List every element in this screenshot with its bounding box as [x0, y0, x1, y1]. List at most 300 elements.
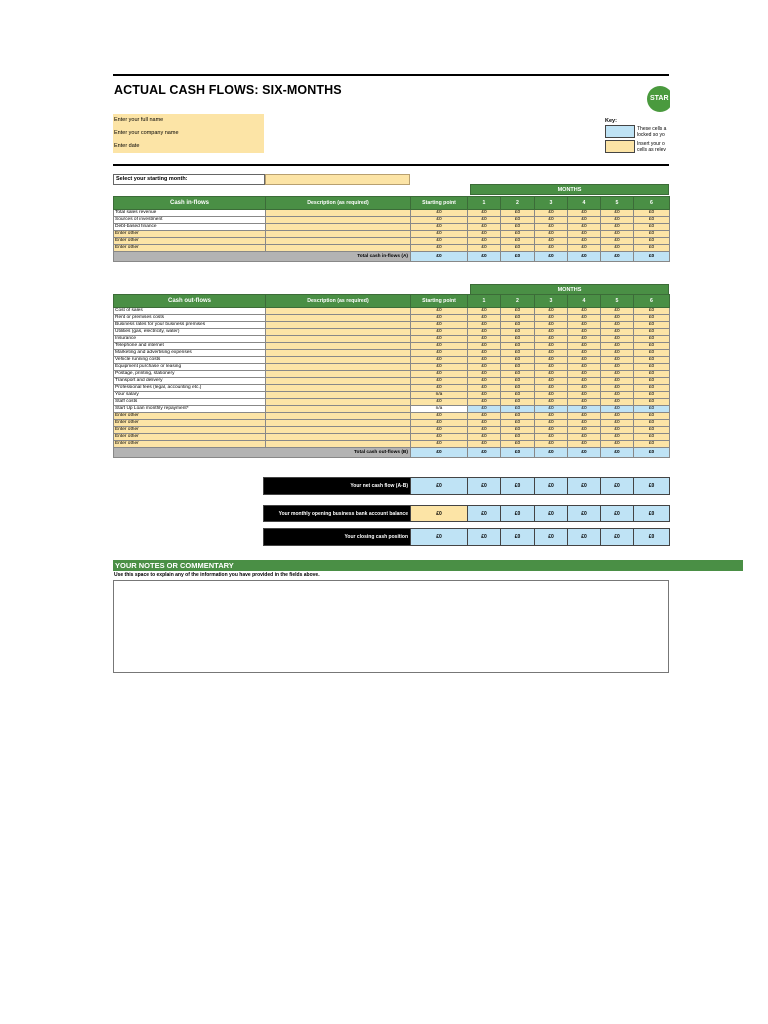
- total-month-cell: £0: [568, 252, 601, 262]
- month-cell[interactable]: £0: [634, 231, 670, 238]
- month-cell[interactable]: £0: [568, 315, 601, 322]
- description-cell[interactable]: [266, 315, 411, 322]
- month-cell[interactable]: £0: [634, 322, 670, 329]
- row-label: Debt-based finance: [114, 224, 266, 231]
- month-cell[interactable]: £0: [468, 315, 501, 322]
- summary-row: [264, 478, 670, 495]
- row-label[interactable]: Enter other: [114, 420, 266, 427]
- description-cell[interactable]: [266, 210, 411, 217]
- row-label: Your salary: [114, 392, 266, 399]
- company-name-field[interactable]: Enter your company name: [113, 127, 264, 140]
- month-cell[interactable]: £0: [468, 420, 501, 427]
- month-cell[interactable]: £0: [634, 441, 670, 448]
- month-cell[interactable]: £0: [535, 434, 568, 441]
- month-cell[interactable]: £0: [535, 364, 568, 371]
- month-cell[interactable]: £0: [634, 238, 670, 245]
- month-cell[interactable]: £0: [601, 399, 634, 406]
- summary-month-cell: £0: [501, 478, 535, 495]
- table-row: [114, 315, 670, 322]
- key-editable-swatch: [605, 140, 635, 153]
- month-cell[interactable]: £0: [634, 413, 670, 420]
- row-label[interactable]: Enter other: [114, 413, 266, 420]
- month-cell[interactable]: £0: [501, 245, 535, 252]
- month-cell[interactable]: £0: [634, 308, 670, 315]
- month-cell[interactable]: £0: [601, 364, 634, 371]
- description-cell[interactable]: [266, 350, 411, 357]
- table-row: [114, 322, 670, 329]
- total-month-cell: £0: [501, 448, 535, 458]
- month-cell[interactable]: £0: [501, 315, 535, 322]
- month-cell[interactable]: £0: [468, 350, 501, 357]
- date-field[interactable]: Enter date: [113, 140, 264, 153]
- table-row: [114, 336, 670, 343]
- summary-month-cell: £0: [501, 529, 535, 546]
- header-rule: [113, 164, 669, 166]
- month-cell[interactable]: £0: [601, 378, 634, 385]
- month-cell[interactable]: £0: [535, 350, 568, 357]
- total-month-cell: £0: [601, 448, 634, 458]
- month-cell[interactable]: £0: [634, 350, 670, 357]
- month-cell[interactable]: £0: [501, 322, 535, 329]
- month-cell[interactable]: £0: [535, 245, 568, 252]
- month-cell[interactable]: £0: [601, 315, 634, 322]
- month-cell[interactable]: £0: [535, 315, 568, 322]
- month-cell[interactable]: £0: [468, 378, 501, 385]
- month-cell[interactable]: £0: [501, 357, 535, 364]
- month-cell[interactable]: £0: [601, 245, 634, 252]
- month-cell: £0: [468, 406, 501, 413]
- month-cell[interactable]: £0: [535, 399, 568, 406]
- description-cell[interactable]: [266, 427, 411, 434]
- month-cell[interactable]: £0: [535, 322, 568, 329]
- month-cell[interactable]: £0: [634, 343, 670, 350]
- summary-row: [264, 529, 670, 546]
- key-label: Key:: [605, 118, 617, 124]
- month-header-2: 2: [501, 295, 535, 308]
- total-month-cell: £0: [568, 448, 601, 458]
- table-row: [114, 350, 670, 357]
- row-label[interactable]: Enter other: [114, 231, 266, 238]
- month-cell[interactable]: £0: [568, 336, 601, 343]
- inflows-table: [113, 196, 670, 262]
- month-cell[interactable]: £0: [601, 217, 634, 224]
- summary-month-cell: £0: [535, 506, 568, 522]
- month-cell[interactable]: £0: [501, 238, 535, 245]
- month-cell[interactable]: £0: [568, 231, 601, 238]
- summary-month-cell: £0: [468, 506, 501, 522]
- description-cell[interactable]: [266, 238, 411, 245]
- month-cell[interactable]: £0: [535, 343, 568, 350]
- summary-month-cell: £0: [468, 478, 501, 495]
- row-label[interactable]: Enter other: [114, 245, 266, 252]
- month-cell[interactable]: £0: [634, 336, 670, 343]
- table-row: [114, 378, 670, 385]
- total-label: Total cash in-flows (A): [114, 252, 411, 262]
- row-label: Business rates for your business premises: [114, 322, 266, 329]
- month-cell[interactable]: £0: [501, 210, 535, 217]
- month-header-4: 4: [568, 295, 601, 308]
- starting-point-cell[interactable]: £0: [411, 329, 468, 336]
- starting-point-cell[interactable]: £0: [411, 245, 468, 252]
- month-cell[interactable]: £0: [568, 392, 601, 399]
- description-cell[interactable]: [266, 378, 411, 385]
- notes-textarea[interactable]: [113, 580, 669, 673]
- starting-point-cell[interactable]: n/a: [411, 406, 468, 413]
- starting-point-cell[interactable]: £0: [411, 224, 468, 231]
- month-cell[interactable]: £0: [501, 420, 535, 427]
- month-cell[interactable]: £0: [468, 371, 501, 378]
- month-cell[interactable]: £0: [601, 385, 634, 392]
- month-cell[interactable]: £0: [535, 329, 568, 336]
- month-cell[interactable]: £0: [634, 434, 670, 441]
- row-label: Telephone and internet: [114, 343, 266, 350]
- month-cell[interactable]: £0: [634, 357, 670, 364]
- month-cell[interactable]: £0: [468, 210, 501, 217]
- month-cell[interactable]: £0: [501, 350, 535, 357]
- month-header-6: 6: [634, 295, 670, 308]
- month-cell[interactable]: £0: [535, 336, 568, 343]
- month-cell[interactable]: £0: [501, 308, 535, 315]
- month-cell[interactable]: £0: [535, 392, 568, 399]
- starting-point-cell[interactable]: £0: [411, 315, 468, 322]
- month-cell[interactable]: £0: [601, 371, 634, 378]
- table-row: [114, 224, 670, 231]
- logo-clip: [670, 80, 680, 120]
- section-title: Cash in-flows: [114, 197, 266, 210]
- month-cell[interactable]: £0: [568, 371, 601, 378]
- month-cell: £0: [634, 406, 670, 413]
- description-cell[interactable]: [266, 224, 411, 231]
- month-cell[interactable]: £0: [535, 231, 568, 238]
- starting-point-cell[interactable]: £0: [411, 441, 468, 448]
- starting-point-cell[interactable]: £0: [411, 357, 468, 364]
- month-cell[interactable]: £0: [468, 217, 501, 224]
- row-label: Marketing and advertising expenses: [114, 350, 266, 357]
- month-cell[interactable]: £0: [601, 329, 634, 336]
- row-label: Start Up Loan monthly repayment*: [114, 406, 266, 413]
- month-cell[interactable]: £0: [568, 224, 601, 231]
- starting-point-cell[interactable]: £0: [411, 371, 468, 378]
- row-label[interactable]: Enter other: [114, 434, 266, 441]
- month-cell[interactable]: £0: [568, 350, 601, 357]
- starting-point-cell[interactable]: £0: [411, 420, 468, 427]
- month-cell[interactable]: £0: [601, 357, 634, 364]
- table-row: [114, 210, 670, 217]
- month-cell[interactable]: £0: [468, 434, 501, 441]
- description-cell[interactable]: [266, 413, 411, 420]
- full-name-field[interactable]: Enter your full name: [113, 114, 264, 127]
- month-cell[interactable]: £0: [501, 217, 535, 224]
- month-cell[interactable]: £0: [568, 378, 601, 385]
- month-cell[interactable]: £0: [535, 385, 568, 392]
- starting-point-cell[interactable]: £0: [411, 378, 468, 385]
- row-label[interactable]: Enter other: [114, 238, 266, 245]
- starting-point-cell[interactable]: £0: [411, 364, 468, 371]
- month-cell[interactable]: £0: [568, 245, 601, 252]
- month-cell[interactable]: £0: [468, 364, 501, 371]
- month-header-1: 1: [468, 295, 501, 308]
- month-header-3: 3: [535, 197, 568, 210]
- closing-cash-row: [263, 528, 670, 546]
- month-cell[interactable]: £0: [468, 245, 501, 252]
- month-cell[interactable]: £0: [634, 217, 670, 224]
- row-label: Rent or premises costs: [114, 315, 266, 322]
- month-cell[interactable]: £0: [568, 434, 601, 441]
- summary-starting-point[interactable]: £0: [411, 506, 468, 522]
- description-header: Description (as required): [266, 295, 411, 308]
- starting-point-cell[interactable]: £0: [411, 350, 468, 357]
- starting-point-cell[interactable]: £0: [411, 427, 468, 434]
- month-cell[interactable]: £0: [501, 343, 535, 350]
- starting-point-cell[interactable]: £0: [411, 231, 468, 238]
- month-cell[interactable]: £0: [634, 392, 670, 399]
- month-cell[interactable]: £0: [601, 224, 634, 231]
- months-header-outflows: MONTHS: [470, 284, 669, 295]
- month-cell[interactable]: £0: [501, 224, 535, 231]
- month-cell[interactable]: £0: [601, 350, 634, 357]
- month-cell[interactable]: £0: [535, 420, 568, 427]
- summary-month-cell: £0: [601, 529, 634, 546]
- month-cell[interactable]: £0: [501, 399, 535, 406]
- month-cell: £0: [535, 406, 568, 413]
- month-cell[interactable]: £0: [501, 385, 535, 392]
- logo-text: STAR: [650, 95, 669, 102]
- total-row: [114, 252, 670, 262]
- month-cell[interactable]: £0: [468, 441, 501, 448]
- month-cell[interactable]: £0: [468, 385, 501, 392]
- starting-point-cell[interactable]: £0: [411, 217, 468, 224]
- month-cell[interactable]: £0: [468, 231, 501, 238]
- row-label: Cost of sales: [114, 308, 266, 315]
- row-label: Sources of investment: [114, 217, 266, 224]
- starting-point-cell[interactable]: £0: [411, 210, 468, 217]
- description-cell[interactable]: [266, 343, 411, 350]
- table-row: [114, 364, 670, 371]
- month-cell[interactable]: £0: [468, 357, 501, 364]
- starting-point-cell[interactable]: n/a: [411, 392, 468, 399]
- month-cell[interactable]: £0: [535, 357, 568, 364]
- month-cell[interactable]: £0: [501, 427, 535, 434]
- month-cell[interactable]: £0: [634, 378, 670, 385]
- table-row: [114, 371, 670, 378]
- month-cell[interactable]: £0: [634, 399, 670, 406]
- net-cash-flow-row: [263, 477, 670, 495]
- starting-point-cell[interactable]: £0: [411, 434, 468, 441]
- table-row: [114, 392, 670, 399]
- description-cell[interactable]: [266, 371, 411, 378]
- starting-point-cell[interactable]: £0: [411, 413, 468, 420]
- month-cell[interactable]: £0: [535, 371, 568, 378]
- description-header: Description (as required): [266, 197, 411, 210]
- description-cell[interactable]: [266, 434, 411, 441]
- row-label: Staff costs: [114, 399, 266, 406]
- table-row: [114, 245, 670, 252]
- month-cell[interactable]: £0: [601, 441, 634, 448]
- total-month-cell: £0: [535, 252, 568, 262]
- month-cell[interactable]: £0: [568, 427, 601, 434]
- month-cell[interactable]: £0: [634, 315, 670, 322]
- month-cell[interactable]: £0: [501, 413, 535, 420]
- description-cell[interactable]: [266, 420, 411, 427]
- description-cell[interactable]: [266, 336, 411, 343]
- notes-subtitle: Use this space to explain any of the information you have provided in the fields above.: [114, 572, 320, 578]
- month-cell[interactable]: £0: [535, 217, 568, 224]
- month-cell[interactable]: £0: [468, 399, 501, 406]
- total-month-cell: £0: [535, 448, 568, 458]
- month-header-4: 4: [568, 197, 601, 210]
- summary-starting-point: £0: [411, 529, 468, 546]
- starting-point-cell[interactable]: £0: [411, 399, 468, 406]
- row-label[interactable]: Enter other: [114, 427, 266, 434]
- description-cell[interactable]: [266, 329, 411, 336]
- row-label: Equipment purchase or leasing: [114, 364, 266, 371]
- month-cell[interactable]: £0: [601, 392, 634, 399]
- month-cell[interactable]: £0: [568, 308, 601, 315]
- month-cell[interactable]: £0: [535, 427, 568, 434]
- summary-label: Your net cash flow (A-B): [264, 478, 411, 495]
- key-locked-text: These cells a locked so yo: [637, 126, 667, 138]
- description-cell[interactable]: [266, 217, 411, 224]
- month-cell[interactable]: £0: [468, 413, 501, 420]
- month-cell[interactable]: £0: [501, 371, 535, 378]
- month-cell[interactable]: £0: [501, 231, 535, 238]
- table-row: [114, 427, 670, 434]
- month-cell[interactable]: £0: [634, 245, 670, 252]
- month-cell[interactable]: £0: [601, 238, 634, 245]
- month-cell[interactable]: £0: [535, 238, 568, 245]
- starting-point-cell[interactable]: £0: [411, 343, 468, 350]
- row-label: Total sales revenue: [114, 210, 266, 217]
- starting-point-cell[interactable]: £0: [411, 336, 468, 343]
- description-cell[interactable]: [266, 245, 411, 252]
- month-cell[interactable]: £0: [634, 224, 670, 231]
- month-cell[interactable]: £0: [634, 427, 670, 434]
- month-cell[interactable]: £0: [634, 210, 670, 217]
- month-cell[interactable]: £0: [468, 427, 501, 434]
- table-row: [114, 434, 670, 441]
- month-cell[interactable]: £0: [568, 399, 601, 406]
- month-cell[interactable]: £0: [634, 364, 670, 371]
- month-cell[interactable]: £0: [535, 413, 568, 420]
- summary-row: [264, 506, 670, 522]
- starting-point-cell[interactable]: £0: [411, 238, 468, 245]
- month-cell[interactable]: £0: [601, 322, 634, 329]
- month-cell[interactable]: £0: [568, 385, 601, 392]
- month-cell[interactable]: £0: [501, 336, 535, 343]
- description-cell[interactable]: [266, 406, 411, 413]
- month-cell[interactable]: £0: [501, 378, 535, 385]
- month-header-5: 5: [601, 295, 634, 308]
- month-cell[interactable]: £0: [601, 413, 634, 420]
- summary-month-cell: £0: [601, 506, 634, 522]
- month-cell[interactable]: £0: [468, 238, 501, 245]
- month-cell[interactable]: £0: [535, 378, 568, 385]
- month-cell[interactable]: £0: [568, 210, 601, 217]
- summary-month-cell: £0: [568, 529, 601, 546]
- table-row: [114, 308, 670, 315]
- row-label[interactable]: Enter other: [114, 441, 266, 448]
- starting-point-cell[interactable]: £0: [411, 385, 468, 392]
- starting-month-select[interactable]: [265, 174, 410, 185]
- month-cell[interactable]: £0: [568, 329, 601, 336]
- month-cell[interactable]: £0: [601, 343, 634, 350]
- month-cell[interactable]: £0: [634, 385, 670, 392]
- row-label: Postage, printing, stationery: [114, 371, 266, 378]
- table-row: [114, 238, 670, 245]
- month-cell[interactable]: £0: [568, 364, 601, 371]
- month-cell[interactable]: £0: [568, 217, 601, 224]
- month-cell[interactable]: £0: [468, 322, 501, 329]
- description-cell[interactable]: [266, 399, 411, 406]
- month-cell[interactable]: £0: [634, 420, 670, 427]
- month-cell[interactable]: £0: [568, 343, 601, 350]
- description-cell[interactable]: [266, 392, 411, 399]
- table-row: [114, 420, 670, 427]
- month-cell[interactable]: £0: [568, 420, 601, 427]
- months-header-inflows: MONTHS: [470, 184, 669, 195]
- month-cell[interactable]: £0: [468, 392, 501, 399]
- month-cell[interactable]: £0: [501, 392, 535, 399]
- table-row: [114, 231, 670, 238]
- month-header-3: 3: [535, 295, 568, 308]
- month-cell[interactable]: £0: [535, 441, 568, 448]
- month-cell[interactable]: £0: [501, 441, 535, 448]
- month-cell[interactable]: £0: [535, 308, 568, 315]
- total-starting-point: £0: [411, 252, 468, 262]
- month-cell[interactable]: £0: [501, 434, 535, 441]
- summary-month-cell: £0: [535, 478, 568, 495]
- month-cell[interactable]: £0: [468, 343, 501, 350]
- month-cell[interactable]: £0: [568, 322, 601, 329]
- description-cell[interactable]: [266, 357, 411, 364]
- starting-point-cell[interactable]: £0: [411, 308, 468, 315]
- summary-month-cell: £0: [501, 506, 535, 522]
- page-title: ACTUAL CASH FLOWS: SIX-MONTHS: [114, 83, 342, 97]
- description-cell[interactable]: [266, 364, 411, 371]
- month-cell[interactable]: £0: [601, 427, 634, 434]
- month-cell[interactable]: £0: [568, 441, 601, 448]
- description-cell[interactable]: [266, 441, 411, 448]
- description-cell[interactable]: [266, 231, 411, 238]
- month-cell[interactable]: £0: [568, 238, 601, 245]
- month-cell[interactable]: £0: [501, 364, 535, 371]
- month-cell[interactable]: £0: [468, 336, 501, 343]
- month-cell[interactable]: £0: [568, 413, 601, 420]
- month-cell[interactable]: £0: [634, 371, 670, 378]
- month-cell[interactable]: £0: [535, 210, 568, 217]
- starting-point-cell[interactable]: £0: [411, 322, 468, 329]
- description-cell[interactable]: [266, 385, 411, 392]
- table-row: [114, 343, 670, 350]
- month-cell[interactable]: £0: [535, 224, 568, 231]
- month-cell[interactable]: £0: [601, 308, 634, 315]
- month-cell[interactable]: £0: [601, 420, 634, 427]
- total-starting-point: £0: [411, 448, 468, 458]
- month-cell[interactable]: £0: [601, 210, 634, 217]
- month-cell[interactable]: £0: [601, 336, 634, 343]
- month-cell[interactable]: £0: [634, 329, 670, 336]
- month-cell[interactable]: £0: [501, 329, 535, 336]
- summary-month-cell: £0: [634, 529, 670, 546]
- month-cell[interactable]: £0: [468, 224, 501, 231]
- description-cell[interactable]: [266, 322, 411, 329]
- description-cell[interactable]: [266, 308, 411, 315]
- month-cell[interactable]: £0: [468, 329, 501, 336]
- month-cell[interactable]: £0: [601, 231, 634, 238]
- month-cell[interactable]: £0: [568, 357, 601, 364]
- month-cell[interactable]: £0: [601, 434, 634, 441]
- month-cell[interactable]: £0: [468, 308, 501, 315]
